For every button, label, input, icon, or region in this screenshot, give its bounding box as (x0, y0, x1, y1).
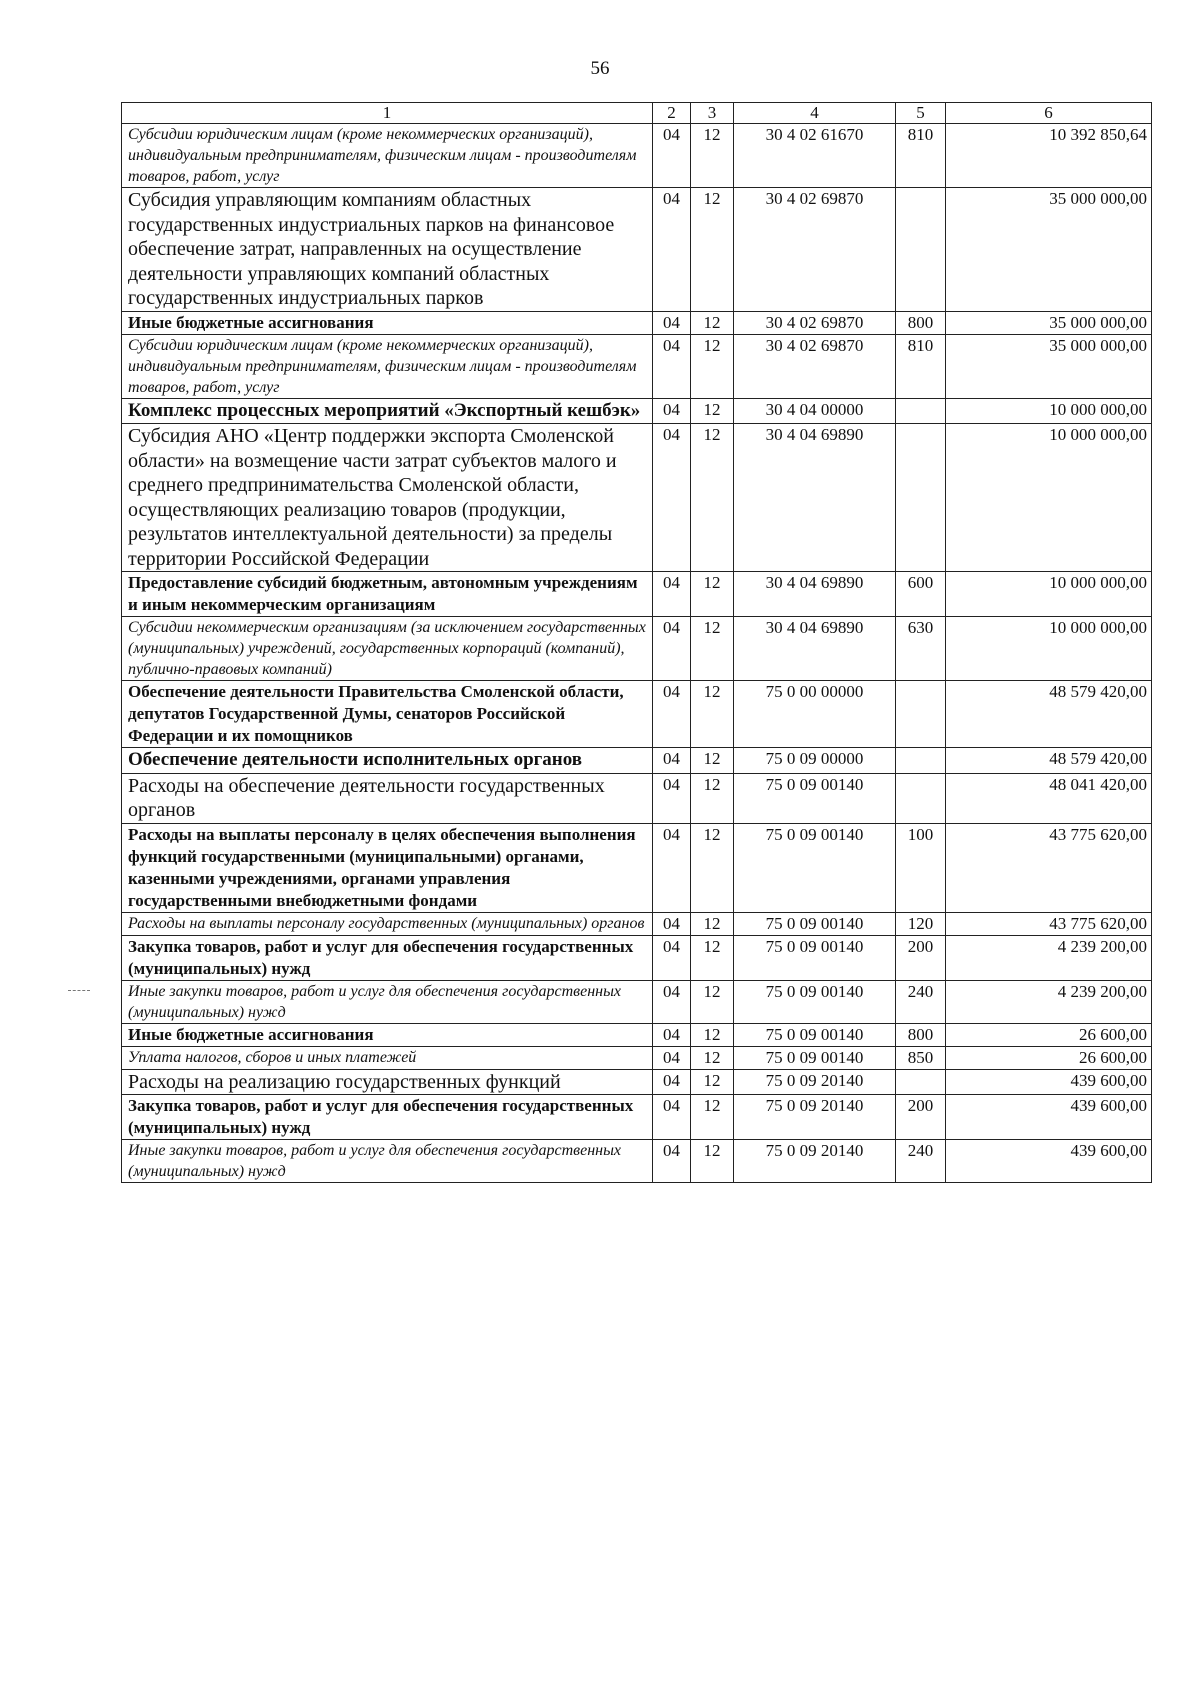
section-code-cell: 04 (653, 1069, 691, 1095)
target-article-cell: 30 4 02 61670 (734, 124, 896, 188)
subsection-code-cell: 12 (691, 311, 734, 334)
table-row (122, 912, 1152, 935)
section-code-cell: 04 (653, 980, 691, 1023)
subsection-code-cell: 12 (691, 124, 734, 188)
expense-type-cell: 120 (896, 912, 946, 935)
margin-dash-mark (68, 990, 90, 991)
target-article-cell: 30 4 04 69890 (734, 572, 896, 617)
expense-type-cell: 810 (896, 334, 946, 398)
name-cell: Предоставление субсидий бюджетным, автономным учреждениям и иным некоммерческим организациям (122, 572, 653, 617)
expense-type-cell (896, 398, 946, 424)
table-row (122, 398, 1152, 424)
subsection-code-cell: 12 (691, 1023, 734, 1046)
table-row (122, 980, 1152, 1023)
target-article-cell: 30 4 04 69890 (734, 424, 896, 572)
header-col-5: 5 (896, 103, 946, 124)
amount-cell: 10 000 000,00 (946, 572, 1152, 617)
expense-type-cell: 200 (896, 935, 946, 980)
table-row (122, 617, 1152, 681)
amount-cell: 48 579 420,00 (946, 681, 1152, 748)
amount-cell: 439 600,00 (946, 1095, 1152, 1140)
name-cell: Расходы на выплаты персоналу государственных (муниципальных) органов (122, 912, 653, 935)
subsection-code-cell: 12 (691, 572, 734, 617)
subsection-code-cell: 12 (691, 334, 734, 398)
subsection-code-cell: 12 (691, 935, 734, 980)
amount-cell: 48 041 420,00 (946, 773, 1152, 823)
table-row (122, 1095, 1152, 1140)
table-row (122, 334, 1152, 398)
name-cell: Субсидия АНО «Центр поддержки экспорта Смоленской области» на возмещение части затрат субъектов малого и среднего предпринимательства Смоленской области, осуществляющих реализацию товаров (продукции, результатов интеллектуальной деятельности) за пределы территории Российской Федерации (122, 424, 653, 572)
amount-cell: 439 600,00 (946, 1140, 1152, 1183)
amount-cell: 10 392 850,64 (946, 124, 1152, 188)
target-article-cell: 75 0 09 00140 (734, 935, 896, 980)
name-cell: Субсидии юридическим лицам (кроме некоммерческих организаций), индивидуальным предпринимателям, физическим лицам - производителям товаров, работ, услуг (122, 124, 653, 188)
subsection-code-cell: 12 (691, 617, 734, 681)
expense-type-cell: 600 (896, 572, 946, 617)
expense-type-cell: 100 (896, 823, 946, 912)
table-row (122, 773, 1152, 823)
name-cell: Иные закупки товаров, работ и услуг для обеспечения государственных (муниципальных) нужд (122, 1140, 653, 1183)
section-code-cell: 04 (653, 681, 691, 748)
subsection-code-cell: 12 (691, 1069, 734, 1095)
amount-cell: 35 000 000,00 (946, 188, 1152, 312)
target-article-cell: 75 0 09 00140 (734, 980, 896, 1023)
name-cell: Обеспечение деятельности Правительства Смоленской области, депутатов Государственной Думы, сенаторов Российской Федерации и их помощников (122, 681, 653, 748)
header-col-6: 6 (946, 103, 1152, 124)
section-code-cell: 04 (653, 935, 691, 980)
section-code-cell: 04 (653, 1046, 691, 1069)
amount-cell: 439 600,00 (946, 1069, 1152, 1095)
target-article-cell: 75 0 09 00140 (734, 912, 896, 935)
expense-type-cell: 800 (896, 311, 946, 334)
expense-type-cell: 240 (896, 980, 946, 1023)
target-article-cell: 75 0 09 00000 (734, 748, 896, 774)
target-article-cell: 30 4 04 00000 (734, 398, 896, 424)
table-row (122, 424, 1152, 572)
expense-type-cell: 850 (896, 1046, 946, 1069)
target-article-cell: 30 4 02 69870 (734, 311, 896, 334)
section-code-cell: 04 (653, 1023, 691, 1046)
amount-cell: 26 600,00 (946, 1046, 1152, 1069)
section-code-cell: 04 (653, 912, 691, 935)
table-row (122, 1140, 1152, 1183)
name-cell: Уплата налогов, сборов и иных платежей (122, 1046, 653, 1069)
section-code-cell: 04 (653, 773, 691, 823)
subsection-code-cell: 12 (691, 912, 734, 935)
subsection-code-cell: 12 (691, 980, 734, 1023)
section-code-cell: 04 (653, 398, 691, 424)
amount-cell: 10 000 000,00 (946, 398, 1152, 424)
subsection-code-cell: 12 (691, 681, 734, 748)
table-row (122, 124, 1152, 188)
section-code-cell: 04 (653, 823, 691, 912)
expense-type-cell: 240 (896, 1140, 946, 1183)
table-row (122, 311, 1152, 334)
header-col-4: 4 (734, 103, 896, 124)
target-article-cell: 30 4 02 69870 (734, 334, 896, 398)
amount-cell: 10 000 000,00 (946, 617, 1152, 681)
table-row (122, 188, 1152, 312)
subsection-code-cell: 12 (691, 188, 734, 312)
table-row (122, 1069, 1152, 1095)
subsection-code-cell: 12 (691, 398, 734, 424)
amount-cell: 4 239 200,00 (946, 980, 1152, 1023)
name-cell: Закупка товаров, работ и услуг для обеспечения государственных (муниципальных) нужд (122, 1095, 653, 1140)
name-cell: Иные бюджетные ассигнования (122, 311, 653, 334)
target-article-cell: 75 0 09 20140 (734, 1069, 896, 1095)
amount-cell: 26 600,00 (946, 1023, 1152, 1046)
name-cell: Иные закупки товаров, работ и услуг для обеспечения государственных (муниципальных) нужд (122, 980, 653, 1023)
subsection-code-cell: 12 (691, 1095, 734, 1140)
target-article-cell: 75 0 09 00140 (734, 773, 896, 823)
expense-type-cell (896, 681, 946, 748)
target-article-cell: 75 0 09 20140 (734, 1140, 896, 1183)
expense-type-cell (896, 773, 946, 823)
expense-type-cell (896, 424, 946, 572)
table-row (122, 1046, 1152, 1069)
header-row (122, 103, 1152, 124)
section-code-cell: 04 (653, 1095, 691, 1140)
table-row (122, 748, 1152, 774)
target-article-cell: 75 0 09 00140 (734, 1046, 896, 1069)
subsection-code-cell: 12 (691, 1140, 734, 1183)
section-code-cell: 04 (653, 188, 691, 312)
section-code-cell: 04 (653, 424, 691, 572)
expense-type-cell: 800 (896, 1023, 946, 1046)
amount-cell: 35 000 000,00 (946, 334, 1152, 398)
subsection-code-cell: 12 (691, 748, 734, 774)
budget-table (121, 102, 1152, 1183)
section-code-cell: 04 (653, 124, 691, 188)
name-cell: Расходы на обеспечение деятельности государственных органов (122, 773, 653, 823)
subsection-code-cell: 12 (691, 773, 734, 823)
name-cell: Обеспечение деятельности исполнительных органов (122, 748, 653, 774)
name-cell: Закупка товаров, работ и услуг для обеспечения государственных (муниципальных) нужд (122, 935, 653, 980)
name-cell: Иные бюджетные ассигнования (122, 1023, 653, 1046)
subsection-code-cell: 12 (691, 1046, 734, 1069)
expense-type-cell (896, 748, 946, 774)
amount-cell: 48 579 420,00 (946, 748, 1152, 774)
table-row (122, 1023, 1152, 1046)
table-row (122, 572, 1152, 617)
name-cell: Расходы на реализацию государственных функций (122, 1069, 653, 1095)
amount-cell: 10 000 000,00 (946, 424, 1152, 572)
name-cell: Комплекс процессных мероприятий «Экспортный кешбэк» (122, 398, 653, 424)
header-col-2: 2 (653, 103, 691, 124)
target-article-cell: 75 0 09 20140 (734, 1095, 896, 1140)
amount-cell: 43 775 620,00 (946, 823, 1152, 912)
subsection-code-cell: 12 (691, 424, 734, 572)
name-cell: Субсидии некоммерческим организациям (за исключением государственных (муниципальных) учреждений, государственных корпораций (компаний), публично-правовых компаний) (122, 617, 653, 681)
table-row (122, 681, 1152, 748)
target-article-cell: 75 0 09 00140 (734, 1023, 896, 1046)
table-row (122, 935, 1152, 980)
section-code-cell: 04 (653, 748, 691, 774)
target-article-cell: 75 0 00 00000 (734, 681, 896, 748)
amount-cell: 35 000 000,00 (946, 311, 1152, 334)
name-cell: Субсидия управляющим компаниям областных государственных индустриальных парков на финансовое обеспечение затрат, направленных на осуществление деятельности управляющих компаний областных государственных индустриальных парков (122, 188, 653, 312)
section-code-cell: 04 (653, 572, 691, 617)
name-cell: Субсидии юридическим лицам (кроме некоммерческих организаций), индивидуальным предпринимателям, физическим лицам - производителям товаров, работ, услуг (122, 334, 653, 398)
subsection-code-cell: 12 (691, 823, 734, 912)
table-row (122, 823, 1152, 912)
name-cell: Расходы на выплаты персоналу в целях обеспечения выполнения функций государственными (муниципальными) органами, казенными учреждениями, органами управления государственными внебюджетными фондами (122, 823, 653, 912)
header-col-3: 3 (691, 103, 734, 124)
section-code-cell: 04 (653, 617, 691, 681)
expense-type-cell (896, 1069, 946, 1095)
section-code-cell: 04 (653, 311, 691, 334)
target-article-cell: 75 0 09 00140 (734, 823, 896, 912)
target-article-cell: 30 4 04 69890 (734, 617, 896, 681)
section-code-cell: 04 (653, 1140, 691, 1183)
page-number: 56 (590, 58, 610, 79)
expense-type-cell: 630 (896, 617, 946, 681)
expense-type-cell: 810 (896, 124, 946, 188)
target-article-cell: 30 4 02 69870 (734, 188, 896, 312)
expense-type-cell (896, 188, 946, 312)
expense-type-cell: 200 (896, 1095, 946, 1140)
amount-cell: 43 775 620,00 (946, 912, 1152, 935)
section-code-cell: 04 (653, 334, 691, 398)
table-body (122, 124, 1152, 1183)
amount-cell: 4 239 200,00 (946, 935, 1152, 980)
header-col-1: 1 (122, 103, 653, 124)
